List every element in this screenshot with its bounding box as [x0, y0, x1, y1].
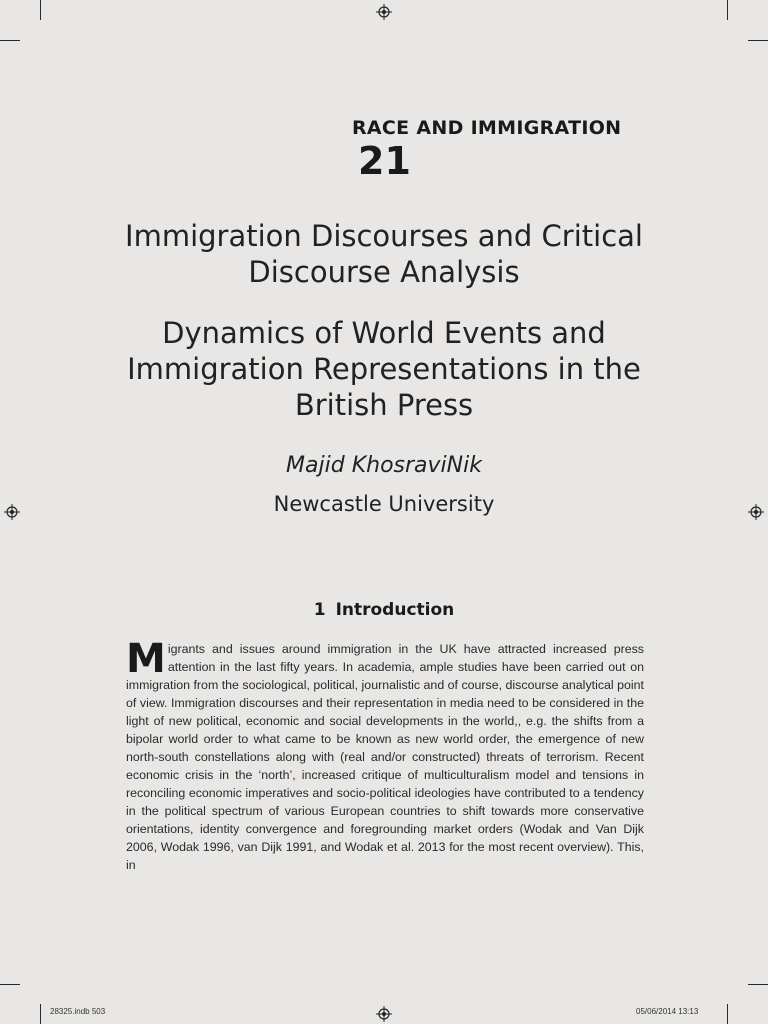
- footer-date-info: 05/06/2014 13:13: [636, 1007, 699, 1016]
- crop-mark: [40, 1004, 41, 1024]
- chapter-title: [84, 218, 684, 290]
- subtitle-line: British Press: [294, 388, 474, 422]
- title-line: Discourse Analysis: [248, 255, 520, 289]
- body-paragraph: [126, 636, 644, 874]
- title-line: Immigration Discourses and Critical: [125, 219, 643, 253]
- registration-mark-icon: [376, 1006, 392, 1022]
- section-heading: [84, 600, 684, 620]
- author-name: Majid KhosraviNik: [286, 453, 482, 478]
- body-text: igrants and issues around immigration in the UK have attracted increased press attention in the last fifty years. In academia, ample studies have been carried out on immigration from the sociological, political, journalistic and of course, discourse analytical point of view. Immigration discourses and their representation in media need to be considered in the light of new political, economic and social developments in the world,, e.g. the shifts from a bipolar world order to what came to be known as new world order, the emergence of new north-south constellations along with (real and/or constructed) threats of terrorism. Recent economic crisis in the ‘north’, increased critique of multiculturalism model and tensions in reconciling economic imperatives and socio-political ideologies have contributed to a tendency in the political spectrum of various European countries to shift towards more conservative orientations, identity convergence and foregrounding market orders (Wodak and Van Dijk 2006, Wodak 1996, van Dijk 1991, and Wodak et al. 2013 for the most recent overview). This, in: [126, 642, 644, 872]
- registration-mark-icon: [376, 4, 392, 20]
- chapter-subtitle: [84, 315, 684, 423]
- section-label: RACE AND IMMIGRATION: [352, 117, 622, 139]
- crop-mark: [727, 0, 728, 20]
- crop-mark: [748, 40, 768, 41]
- registration-mark-icon: [748, 504, 764, 520]
- crop-mark: [0, 40, 20, 41]
- author-affiliation: Newcastle University: [273, 492, 495, 516]
- footer-file-info: 28325.indb 503: [50, 1007, 106, 1016]
- drop-cap: M: [126, 636, 166, 682]
- registration-mark-icon: [4, 504, 20, 520]
- crop-mark: [0, 984, 20, 985]
- subtitle-line: Dynamics of World Events and: [162, 316, 606, 350]
- crop-mark: [727, 1004, 728, 1024]
- crop-mark: [748, 984, 768, 985]
- chapter-number: 21: [358, 139, 411, 183]
- subtitle-line: Immigration Representations in the: [127, 352, 641, 386]
- crop-mark: [40, 0, 41, 20]
- section-number: 1: [313, 600, 326, 620]
- section-title: Introduction: [335, 600, 455, 620]
